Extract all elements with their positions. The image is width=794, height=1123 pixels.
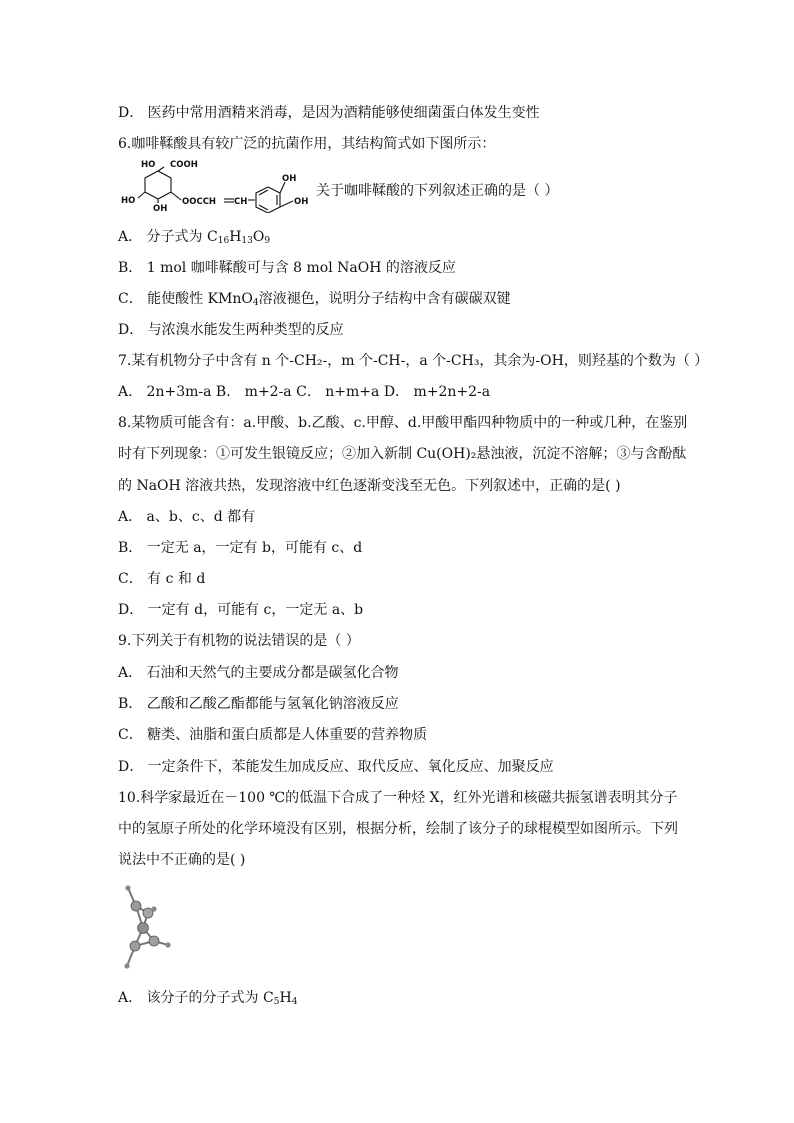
option-c-q6-text: C． 能使酸性 KMnO bbox=[118, 291, 253, 307]
option-d-q9: D． 一定条件下，苯能发生加成反应、取代反应、氧化反应、加聚反应 bbox=[118, 759, 554, 775]
subscript: 4 bbox=[252, 298, 259, 308]
option-d-q8: D． 一定有 d，可能有 c，一定无 a、b bbox=[118, 602, 364, 618]
question-10-line-2: 中的氢原子所处的化学环境没有区别，根据分析，绘制了该分子的球棍模型如图所示。下列 bbox=[118, 821, 678, 837]
option-b-q9: B． 乙酸和乙酸乙酯都能与氢氧化钠溶液反应 bbox=[118, 696, 399, 712]
option-a-q8: A． a、b、c、d 都有 bbox=[118, 509, 256, 525]
question-8-line-3: 的 NaOH 溶液共热，发现溶液中红色逐渐变浅至无色。下列叙述中，正确的是( ) bbox=[118, 478, 621, 494]
option-c-q9: C． 糖类、油脂和蛋白质都是人体重要的营养物质 bbox=[118, 727, 428, 743]
option-a-q9: A． 石油和天然气的主要成分都是碳氢化合物 bbox=[118, 665, 399, 681]
option-a-q10 bbox=[118, 988, 297, 1008]
label-cooh: COOH bbox=[170, 160, 198, 170]
label-oh-ring-right: OH bbox=[294, 197, 309, 207]
option-c-q6-rest: 溶液褪色，说明分子结构中含有碳碳双键 bbox=[258, 291, 511, 307]
question-8-line-1: 8.某物质可能含有：a.甲酸、b.乙酸、c.甲醇、d.甲酸甲酯四种物质中的一种或几种，在鉴别 bbox=[118, 415, 688, 431]
element-h: H bbox=[229, 229, 242, 245]
option-d-q5: D． 医药中常用酒精来消毒，是因为酒精能够使细菌蛋白体发生变性 bbox=[118, 105, 540, 121]
subscript: 13 bbox=[241, 236, 253, 246]
subscript: 16 bbox=[217, 236, 230, 246]
question-7: 7.某有机物分子中含有 n 个-CH₂-，m 个-CH-，a 个-CH₃，其余为-OH，则羟基的个数为（ ） bbox=[118, 353, 709, 369]
label-ho-top: HO bbox=[141, 160, 156, 170]
option-d-q6: D． 与浓溴水能发生两种类型的反应 bbox=[118, 322, 344, 338]
label-oh-bottom: OH bbox=[153, 204, 168, 213]
label-linker: OOCCH bbox=[182, 197, 217, 207]
question-10-line-1: 10.科学家最近在－100 ℃的低温下合成了一种烃 X，红外光谱和核磁共振氢谱表明其分子 bbox=[118, 790, 678, 806]
option-b-q8: B． 一定无 a，一定有 b，可能有 c、d bbox=[118, 540, 363, 556]
element-o: O bbox=[252, 229, 265, 245]
question-10-line-3: 说法中不正确的是( ) bbox=[118, 852, 246, 868]
subscript: 4 bbox=[291, 997, 298, 1007]
label-oh-ring-top: OH bbox=[282, 174, 297, 184]
option-c-q8: C． 有 c 和 d bbox=[118, 571, 206, 587]
option-a-q6-text: A． 分子式为 C bbox=[118, 229, 218, 245]
subscript: 5 bbox=[273, 997, 280, 1007]
subscript: 9 bbox=[264, 236, 271, 246]
label-ho-left: HO bbox=[121, 196, 136, 206]
question-6-prompt: 关于咖啡鞣酸的下列叙述正确的是（ ） bbox=[316, 183, 559, 199]
option-a-q6 bbox=[118, 227, 270, 247]
option-c-q6 bbox=[118, 289, 511, 309]
option-a-q10-text: A． 该分子的分子式为 C bbox=[118, 990, 274, 1006]
question-6: 6.咖啡鞣酸具有较广泛的抗菌作用，其结构简式如下图所示： bbox=[118, 136, 496, 152]
ball-and-stick-model bbox=[118, 884, 182, 974]
option-b-q6: B． 1 mol 咖啡鞣酸可与含 8 mol NaOH 的溶液反应 bbox=[118, 260, 456, 276]
question-7-options: A． 2n+3m-a B． m+2-a C． n+m+a D． m+2n+2-a bbox=[118, 384, 491, 400]
question-9: 9.下列关于有机物的说法错误的是（ ） bbox=[118, 633, 360, 649]
chlorogenic-acid-structure bbox=[118, 157, 318, 213]
element-h: H bbox=[279, 990, 292, 1006]
label-ch: CH bbox=[234, 197, 248, 207]
question-8-line-2: 时有下列现象：①可发生银镜反应；②加入新制 Cu(OH)₂悬浊液，沉淀不溶解；③与含酚酞 bbox=[118, 446, 687, 462]
